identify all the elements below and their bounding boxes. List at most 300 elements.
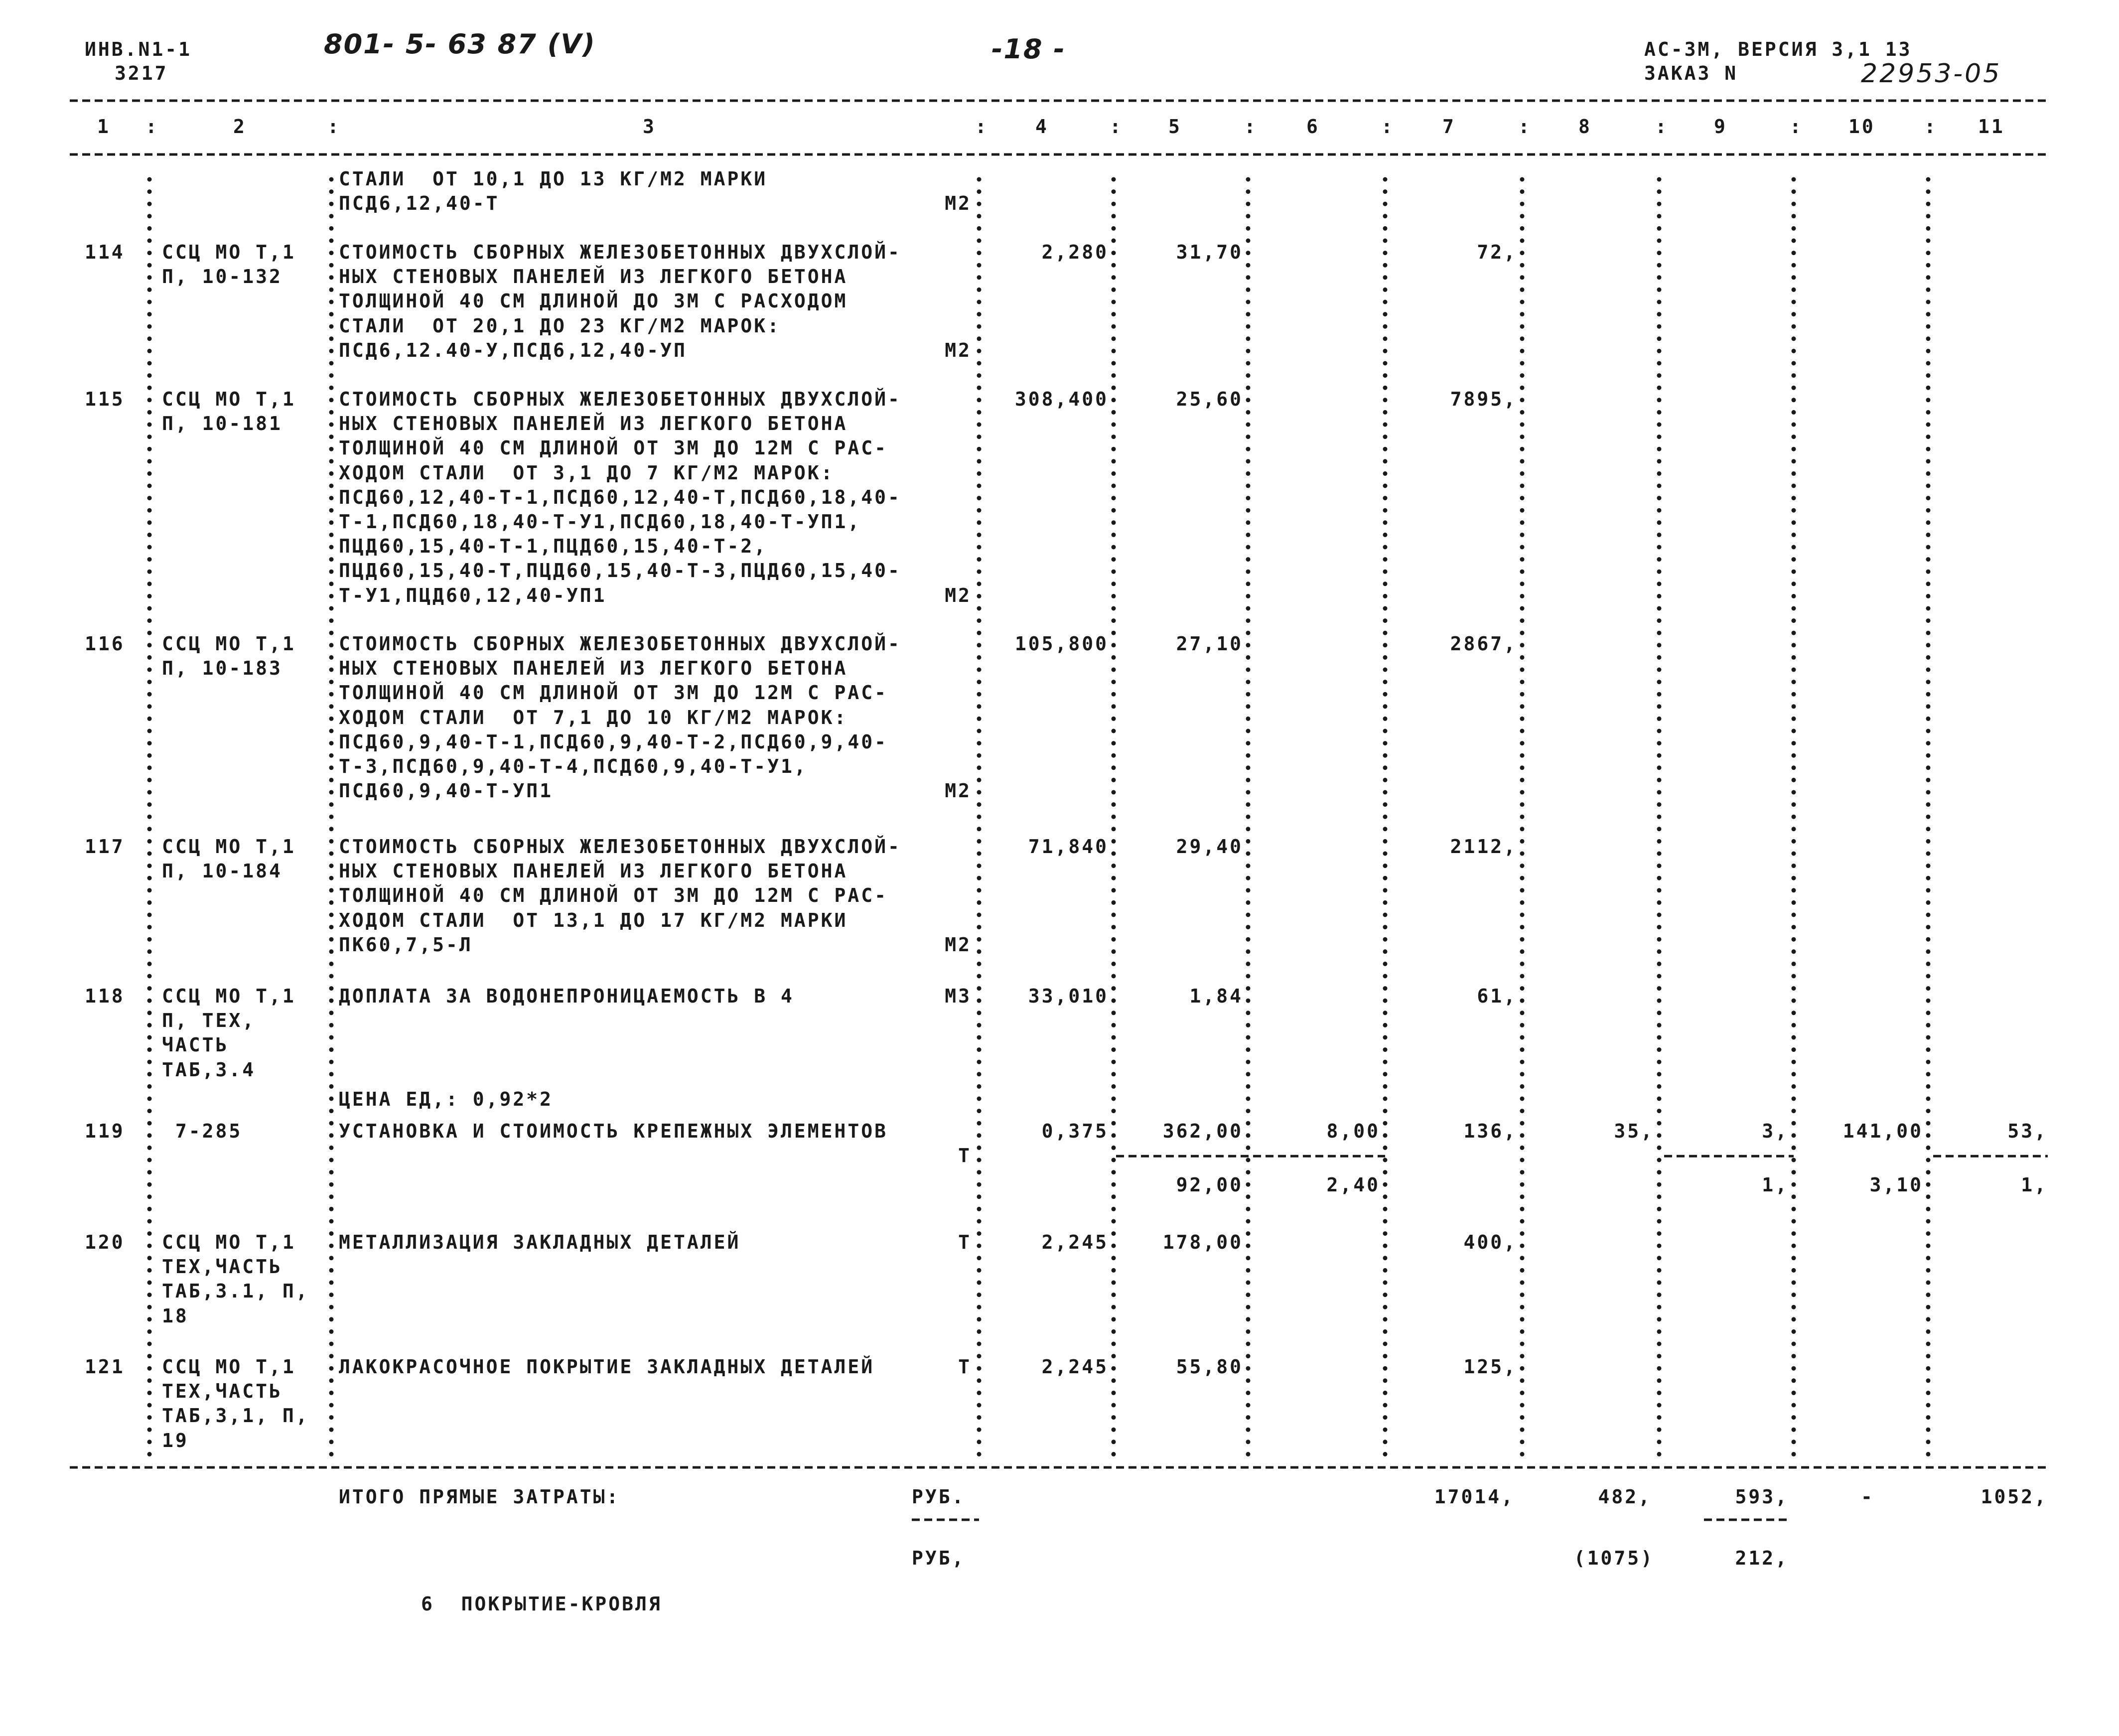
column-separator-dot	[1112, 692, 1116, 697]
column-separator-dot	[1520, 1428, 1525, 1432]
column-separator-dot	[1383, 864, 1388, 868]
column-separator-dot	[1246, 1452, 1251, 1456]
column-separator-dot	[147, 692, 152, 697]
column-separator-dot	[1926, 1109, 1931, 1113]
column-separator-dot	[1926, 692, 1931, 697]
column-separator-dot	[1246, 1133, 1251, 1138]
column-separator-dot	[977, 557, 982, 562]
column-separator-dot	[1112, 815, 1116, 819]
column-separator-dot	[1112, 484, 1116, 488]
column-separator-dot	[1246, 386, 1251, 390]
column-separator-dot	[1112, 962, 1116, 966]
column-separator-dot	[147, 1121, 152, 1126]
column-separator-dot	[1657, 1121, 1662, 1126]
resource-code: П, 10-183	[162, 657, 283, 680]
column-separator-dot	[1520, 1342, 1525, 1346]
column-separator-dot	[1657, 741, 1662, 745]
column-separator-dot	[329, 1060, 334, 1064]
column-separator-dot	[329, 1366, 334, 1371]
column-separator: :	[1244, 116, 1258, 138]
column-separator-dot	[1112, 471, 1116, 476]
column-separator-dot	[147, 655, 152, 660]
column-number-4: 4	[1035, 116, 1049, 138]
column-separator-dot	[1383, 1281, 1388, 1285]
column-separator-dot	[329, 668, 334, 672]
column-separator-dot	[977, 704, 982, 709]
column-separator-dot	[1383, 631, 1388, 635]
column-separator-dot	[1520, 484, 1525, 488]
column-separator-dot	[1926, 925, 1931, 929]
column-separator-dot	[977, 581, 982, 586]
column-separator-dot	[1657, 1047, 1662, 1052]
column-separator-dot	[329, 999, 334, 1003]
total-col-9-secondary: 212,	[1735, 1547, 1789, 1569]
column-separator-dot	[1792, 717, 1796, 721]
column-separator-dot	[1657, 300, 1662, 304]
column-separator-dot	[329, 717, 334, 721]
column-separator-dot	[977, 1182, 982, 1187]
column-separator-dot	[1926, 434, 1931, 439]
column-separator-dot	[329, 1047, 334, 1052]
column-separator-dot	[1520, 1097, 1525, 1101]
column-separator-dot	[1246, 496, 1251, 500]
document-code: 801- 5- 63 87 (V)	[324, 28, 596, 60]
column-separator-dot	[1112, 214, 1116, 218]
column-separator-dot	[1383, 471, 1388, 476]
column-separator-dot	[1926, 986, 1931, 991]
column-separator-dot	[1246, 986, 1251, 991]
column-separator-dot	[147, 570, 152, 574]
column-separator-dot	[1657, 999, 1662, 1003]
column-separator-dot	[1383, 239, 1388, 243]
column-separator-dot	[1112, 447, 1116, 451]
column-separator-dot	[1657, 1440, 1662, 1444]
resource-code: П, 10-181	[162, 413, 283, 435]
column-separator-dot	[1792, 1342, 1796, 1346]
column-separator-dot	[1112, 496, 1116, 500]
column-separator-dot	[329, 925, 334, 929]
column-separator-dot	[329, 839, 334, 844]
column-separator-dot	[1926, 1219, 1931, 1224]
column-separator-dot	[147, 717, 152, 721]
column-separator-dot	[1792, 434, 1796, 439]
resource-code: 18	[162, 1304, 189, 1327]
column-separator-dot	[977, 1428, 982, 1432]
column-separator-dot	[1926, 459, 1931, 463]
column-separator-dot	[1383, 1207, 1388, 1211]
column-separator-dot	[977, 1415, 982, 1420]
column-separator-dot	[1657, 263, 1662, 268]
column-separator-dot	[1792, 852, 1796, 856]
column-separator-dot	[1246, 1011, 1251, 1015]
value-col-11: 53,	[2007, 1120, 2048, 1142]
column-separator-dot	[1792, 1281, 1796, 1285]
column-separator-dot	[1246, 251, 1251, 255]
column-separator-dot	[1520, 1403, 1525, 1408]
column-separator-dot	[1657, 1305, 1662, 1309]
column-separator-dot	[1657, 1194, 1662, 1199]
column-separator-dot	[977, 594, 982, 598]
column-separator-dot	[977, 312, 982, 316]
column-separator-dot	[1112, 852, 1116, 856]
column-separator-dot	[1112, 1158, 1116, 1162]
column-separator-dot	[147, 643, 152, 647]
column-separator-dot	[1792, 1219, 1796, 1224]
column-separator-dot	[1112, 189, 1116, 194]
column-separator-dot	[1520, 251, 1525, 255]
column-separator-dot	[1792, 471, 1796, 476]
column-separator-dot	[1112, 729, 1116, 733]
column-separator-dot	[977, 410, 982, 415]
column-separator-dot	[1792, 251, 1796, 255]
column-separator-dot	[1246, 226, 1251, 231]
column-separator-dot	[1383, 263, 1388, 268]
column-separator-dot	[1792, 349, 1796, 353]
column-separator-dot	[1246, 1256, 1251, 1260]
column-separator-dot	[1520, 962, 1525, 966]
column-separator-dot	[1520, 520, 1525, 525]
column-separator-dot	[977, 1133, 982, 1138]
column-separator-dot	[1520, 753, 1525, 758]
row-number: 120	[85, 1231, 125, 1253]
column-separator-dot	[1657, 655, 1662, 660]
column-separator-dot	[147, 459, 152, 463]
column-separator-dot	[1520, 949, 1525, 954]
column-separator-dot	[1383, 1428, 1388, 1432]
total-col-11: 1052,	[1980, 1486, 2048, 1508]
column-separator-dot	[1246, 1354, 1251, 1358]
column-separator-dot	[147, 1146, 152, 1150]
column-separator-dot	[329, 1403, 334, 1408]
resource-code: П, 10-132	[162, 266, 283, 288]
column-separator-dot	[329, 1378, 334, 1383]
column-separator-dot	[977, 349, 982, 353]
work-description: СТАЛИ ОТ 20,1 ДО 23 КГ/М2 МАРОК:	[339, 314, 781, 337]
inventory-number: 3217	[115, 62, 168, 84]
value-col-5: 25,60	[1176, 388, 1243, 410]
column-separator-dot	[1520, 434, 1525, 439]
column-separator-dot	[977, 1194, 982, 1199]
column-separator-dot	[1246, 177, 1251, 182]
column-separator-dot	[1792, 815, 1796, 819]
value-col-10: 141,00	[1842, 1120, 1923, 1142]
column-separator-dot	[147, 1109, 152, 1113]
column-separator-dot	[977, 1109, 982, 1113]
column-separator-dot	[147, 962, 152, 966]
column-separator-dot	[1520, 925, 1525, 929]
column-separator-dot	[977, 177, 982, 182]
column-separator-dot	[1383, 1293, 1388, 1297]
column-separator-dot	[1383, 753, 1388, 758]
column-separator-dot	[1520, 336, 1525, 341]
column-separator-dot	[1657, 1219, 1662, 1224]
column-separator-dot	[1657, 1403, 1662, 1408]
column-separator-dot	[1792, 1403, 1796, 1408]
column-separator-dot	[1657, 361, 1662, 366]
unit-of-measure: М2	[945, 192, 972, 215]
row-number: 118	[85, 985, 125, 1007]
column-separator-dot	[147, 900, 152, 905]
column-separator-dot	[1792, 288, 1796, 292]
column-separator-dot	[1246, 1281, 1251, 1285]
column-separator-dot	[1520, 631, 1525, 635]
column-separator-dot	[1383, 557, 1388, 562]
column-separator-dot	[1112, 1182, 1116, 1187]
column-separator-dot	[147, 1329, 152, 1334]
column-separator-dot	[977, 827, 982, 831]
column-separator-dot	[1926, 447, 1931, 451]
column-separator-dot	[1657, 434, 1662, 439]
column-separator-dot	[1246, 1035, 1251, 1040]
column-separator-dot	[1246, 557, 1251, 562]
unit-of-measure: Т	[958, 1356, 972, 1378]
work-description: Т-1,ПСД60,18,40-Т-У1,ПСД60,18,40-Т-УП1,	[339, 511, 861, 533]
column-separator-dot	[1383, 1047, 1388, 1052]
column-separator-dot	[1926, 581, 1931, 586]
column-separator-dot	[1792, 398, 1796, 402]
column-separator-dot	[1926, 1158, 1931, 1162]
column-separator-dot	[1657, 986, 1662, 991]
column-separator-dot	[1383, 1170, 1388, 1174]
column-separator-dot	[1520, 974, 1525, 979]
column-separator-dot	[1520, 643, 1525, 647]
column-separator-dot	[1112, 1440, 1116, 1444]
column-separator-dot	[977, 239, 982, 243]
column-separator-dot	[1383, 1158, 1388, 1162]
column-separator-dot	[1246, 802, 1251, 807]
column-separator-dot	[1246, 643, 1251, 647]
column-separator-dot	[1792, 1231, 1796, 1236]
column-separator-dot	[1792, 1317, 1796, 1321]
column-separator-dot	[977, 1403, 982, 1408]
column-separator-dot	[1520, 1415, 1525, 1420]
column-separator-dot	[1112, 1035, 1116, 1040]
column-separator-dot	[1926, 1415, 1931, 1420]
value-col-4: 105,800	[1014, 633, 1109, 655]
unit-price-note: ЦЕНА ЕД,: 0,92*2	[339, 1088, 554, 1110]
column-separator-dot	[329, 300, 334, 304]
column-separator-dot	[1520, 594, 1525, 598]
column-separator-dot	[1657, 423, 1662, 427]
column-separator-dot	[1657, 643, 1662, 647]
column-separator-dot	[1246, 1305, 1251, 1309]
column-separator-dot	[147, 1452, 152, 1456]
column-separator-dot	[147, 471, 152, 476]
column-separator-dot	[329, 618, 334, 623]
column-separator-dot	[1520, 508, 1525, 513]
column-separator-dot	[1792, 937, 1796, 942]
column-separator-dot	[1383, 1366, 1388, 1371]
column-separator-dot	[977, 741, 982, 745]
column-separator-dot	[1926, 533, 1931, 537]
column-separator-dot	[1520, 1244, 1525, 1248]
column-separator-dot	[1657, 668, 1662, 672]
column-separator-dot	[1246, 288, 1251, 292]
column-separator-dot	[1383, 1011, 1388, 1015]
column-separator-dot	[147, 999, 152, 1003]
column-separator-dot	[1926, 717, 1931, 721]
column-separator-dot	[1246, 1158, 1251, 1162]
column-separator-dot	[1792, 447, 1796, 451]
column-separator-dot	[329, 1011, 334, 1015]
column-separator-dot	[1246, 1121, 1251, 1126]
column-separator-dot	[1246, 692, 1251, 697]
column-separator-dot	[1112, 876, 1116, 880]
column-separator-dot	[147, 1060, 152, 1064]
column-separator-dot	[1926, 729, 1931, 733]
column-separator-dot	[1112, 300, 1116, 304]
column-separator-dot	[1112, 1391, 1116, 1395]
column-separator-dot	[329, 937, 334, 942]
column-separator-dot	[977, 386, 982, 390]
column-separator-dot	[977, 790, 982, 795]
column-separator-dot	[1112, 275, 1116, 280]
column-separator-dot	[1112, 177, 1116, 182]
column-separator-dot	[329, 1281, 334, 1285]
column-separator-dot	[1383, 177, 1388, 182]
resource-code: ССЦ МО Т,1	[162, 388, 296, 410]
column-separator-dot	[1657, 729, 1662, 733]
column-separator-dot	[1246, 1329, 1251, 1334]
column-separator-dot	[1112, 631, 1116, 635]
column-separator-dot	[1383, 1194, 1388, 1199]
column-separator-dot	[1112, 386, 1116, 390]
column-separator-dot	[147, 986, 152, 991]
column-separator-dot	[1383, 704, 1388, 709]
column-separator-dot	[329, 581, 334, 586]
column-separator-dot	[1926, 876, 1931, 880]
column-separator-dot	[1383, 729, 1388, 733]
column-separator-dot	[329, 594, 334, 598]
column-separator-dot	[1246, 214, 1251, 218]
value-col-5: 362,00	[1162, 1120, 1243, 1142]
column-separator-dot	[147, 913, 152, 917]
column-separator-dot	[1520, 1158, 1525, 1162]
column-separator-dot	[1657, 1133, 1662, 1138]
column-separator-dot	[1383, 876, 1388, 880]
column-separator-dot	[1383, 275, 1388, 280]
value-col-5-secondary: 92,00	[1176, 1174, 1243, 1196]
column-separator-dot	[329, 815, 334, 819]
column-separator-dot	[1926, 239, 1931, 243]
column-separator-dot	[1792, 545, 1796, 550]
column-separator-dot	[329, 741, 334, 745]
column-separator-dot	[1112, 618, 1116, 623]
column-separator-dot	[1926, 1268, 1931, 1273]
column-separator-dot	[1520, 876, 1525, 880]
column-separator-dot	[977, 876, 982, 880]
column-separator-dot	[1383, 312, 1388, 316]
column-separator-dot	[1383, 447, 1388, 451]
column-separator-dot	[329, 900, 334, 905]
column-separator-dot	[1792, 655, 1796, 660]
column-separator-dot	[1520, 668, 1525, 672]
column-separator-dot	[147, 1354, 152, 1358]
column-separator-dot	[1112, 1097, 1116, 1101]
column-separator-dot	[1657, 1011, 1662, 1015]
column-separator-dot	[147, 398, 152, 402]
column-separator-dot	[1926, 1305, 1931, 1309]
column-separator-dot	[1246, 717, 1251, 721]
resource-code: ТАБ,3.4	[162, 1058, 256, 1081]
column-separator-dot	[1520, 852, 1525, 856]
column-separator-dot	[1520, 1023, 1525, 1027]
column-separator-dot	[1520, 1084, 1525, 1089]
value-col-8: 35,	[1614, 1120, 1654, 1142]
column-separator-dot	[1112, 1084, 1116, 1089]
column-separator-dot	[1520, 606, 1525, 611]
column-separator-dot	[1657, 288, 1662, 292]
column-separator-dot	[1246, 1415, 1251, 1420]
column-separator-dot	[329, 386, 334, 390]
column-separator-dot	[1792, 839, 1796, 844]
work-description: Т-У1,ПЦД60,12,40-УП1	[339, 584, 607, 606]
column-separator-dot	[147, 778, 152, 782]
unit-of-measure: Т	[958, 1231, 972, 1253]
column-separator-dot	[1657, 717, 1662, 721]
column-separator-dot	[329, 312, 334, 316]
column-separator-dot	[977, 1256, 982, 1260]
column-separator-dot	[147, 239, 152, 243]
column-separator-dot	[1112, 1219, 1116, 1224]
column-separator-dot	[147, 864, 152, 868]
column-separator-dot	[1657, 373, 1662, 378]
column-separator-dot	[1792, 618, 1796, 623]
column-separator-dot	[977, 324, 982, 329]
column-separator-dot	[329, 1415, 334, 1420]
column-separator-dot	[329, 533, 334, 537]
column-separator-dot	[147, 336, 152, 341]
inventory-label: ИНВ.N1-1	[85, 38, 192, 60]
column-separator-dot	[977, 1244, 982, 1248]
column-separator-dot	[1657, 459, 1662, 463]
work-description: ТОЛЩИНОЙ 40 СМ ДЛИНОЙ ОТ 3М ДО 12М С РАС-	[339, 682, 888, 704]
column-separator-dot	[1657, 226, 1662, 231]
column-separator-dot	[1657, 1097, 1662, 1101]
column-separator-dot	[1926, 1170, 1931, 1174]
column-separator-dot	[1926, 1072, 1931, 1076]
column-separator-dot	[1657, 275, 1662, 280]
column-separator-dot	[1246, 1023, 1251, 1027]
column-separator-dot	[1520, 680, 1525, 684]
value-col-7: 7895,	[1450, 388, 1517, 410]
column-separator-dot	[977, 668, 982, 672]
column-separator-dot	[1792, 1047, 1796, 1052]
column-separator-dot	[1926, 189, 1931, 194]
column-separator-dot	[1520, 459, 1525, 463]
work-description: ПСД60,9,40-Т-1,ПСД60,9,40-Т-2,ПСД60,9,40-	[339, 730, 888, 753]
column-separator-dot	[977, 986, 982, 991]
column-separator-dot	[977, 643, 982, 647]
column-separator-dot	[1520, 1109, 1525, 1113]
column-separator-dot	[1246, 888, 1251, 892]
column-separator-dot	[329, 888, 334, 892]
column-separator-dot	[1520, 496, 1525, 500]
column-separator-dot	[1112, 1146, 1116, 1150]
column-separator-dot	[1246, 790, 1251, 795]
column-separator-dot	[1926, 1121, 1931, 1126]
column-separator-dot	[1792, 778, 1796, 782]
column-separator-dot	[977, 753, 982, 758]
column-separator-dot	[1246, 668, 1251, 672]
column-separator-dot	[977, 839, 982, 844]
column-separator-dot	[329, 202, 334, 206]
column-separator-dot	[1520, 1354, 1525, 1358]
column-separator-dot	[1792, 1182, 1796, 1187]
column-separator-dot	[1520, 1121, 1525, 1126]
column-separator-dot	[1926, 1317, 1931, 1321]
column-separator-dot	[1792, 1428, 1796, 1432]
